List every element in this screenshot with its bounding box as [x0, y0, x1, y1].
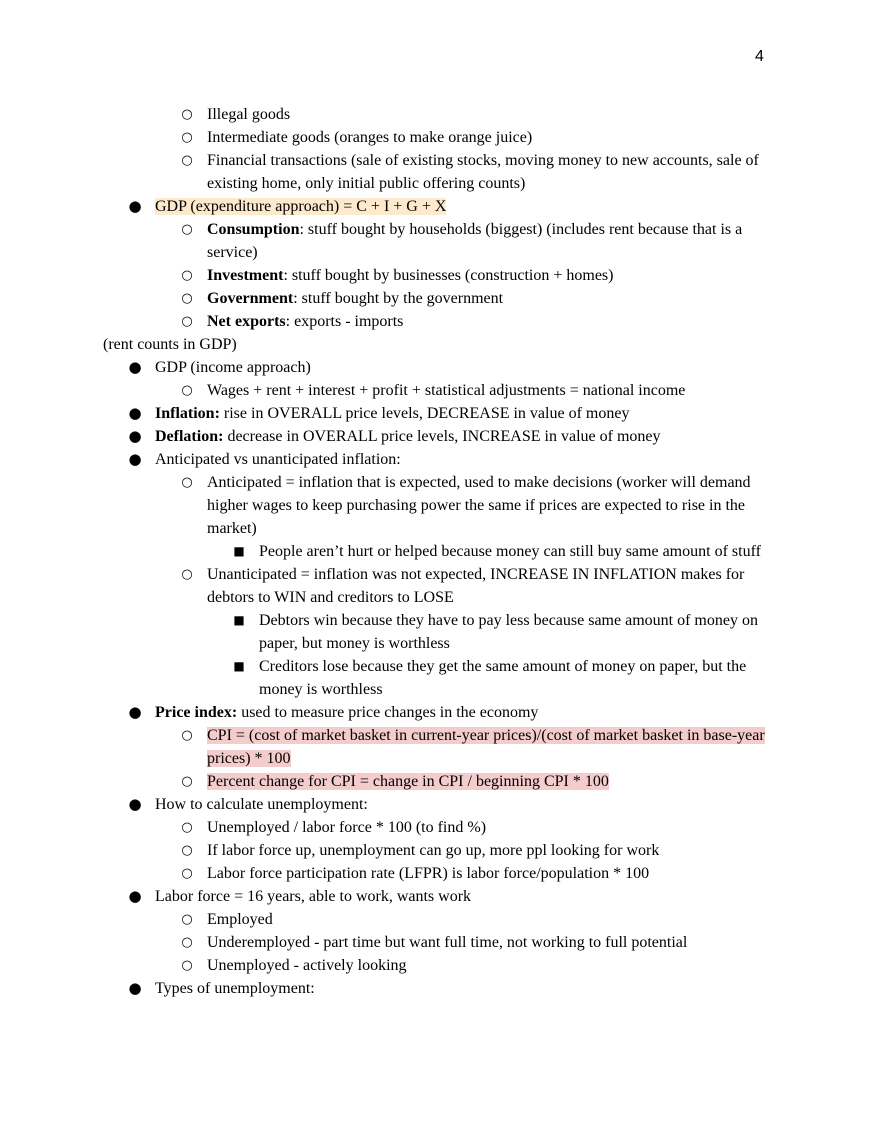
- hollow-circle-bullet-icon: ○: [181, 475, 193, 490]
- list-item: [0, 310, 880, 333]
- hollow-circle-bullet-icon: ○: [181, 314, 193, 329]
- term-investment: Investment: [207, 267, 284, 284]
- list-item: [0, 770, 880, 793]
- list-item: [0, 540, 880, 563]
- page-number: 4: [755, 48, 764, 65]
- list-item: [0, 379, 880, 402]
- item-text: : exports - imports: [285, 313, 404, 330]
- document-body: [0, 103, 880, 1000]
- highlighted-cpi-formula: CPI = (cost of market basket in current-year prices)/(cost of market basket in base-year prices) * 100: [207, 727, 765, 767]
- item-text: If labor force up, unemployment can go up, more ppl looking for work: [207, 842, 660, 859]
- item-text: GDP (income approach): [155, 359, 311, 376]
- item-text: Types of unemployment:: [155, 980, 315, 997]
- item-text: decrease in OVERALL price levels, INCREASE in value of money: [223, 428, 661, 445]
- list-item: [0, 885, 880, 908]
- hollow-circle-bullet-icon: ○: [181, 774, 193, 789]
- list-item: [0, 954, 880, 977]
- list-item: [0, 701, 880, 724]
- hollow-circle-bullet-icon: ○: [181, 820, 193, 835]
- square-bullet-icon: ■: [233, 544, 245, 558]
- item-text: Wages + rent + interest + profit + statistical adjustments = national income: [207, 382, 686, 399]
- hollow-circle-bullet-icon: ○: [181, 912, 193, 927]
- item-text: Underemployed - part time but want full time, not working to full potential: [207, 934, 688, 951]
- term-inflation: Inflation:: [155, 405, 220, 422]
- item-text: : stuff bought by businesses (construction + homes): [283, 267, 614, 284]
- list-item: [0, 839, 880, 862]
- hollow-circle-bullet-icon: ○: [181, 843, 193, 858]
- item-text: Anticipated = inflation that is expected, used to make decisions (worker will demand higher wages to keep purchasing power the same if prices are expected to rise in the market): [207, 474, 751, 537]
- list-item: [0, 816, 880, 839]
- list-item: [0, 448, 880, 471]
- square-bullet-icon: ■: [233, 613, 245, 627]
- item-text: Labor force participation rate (LFPR) is labor force/population * 100: [207, 865, 650, 882]
- hollow-circle-bullet-icon: ○: [181, 107, 193, 122]
- hollow-circle-bullet-icon: ○: [181, 268, 193, 283]
- term-government: Government: [207, 290, 294, 307]
- filled-circle-bullet-icon: ●: [128, 703, 142, 721]
- filled-circle-bullet-icon: ●: [128, 404, 142, 422]
- rent-note: (rent counts in GDP): [103, 336, 237, 353]
- list-item: [0, 195, 880, 218]
- filled-circle-bullet-icon: ●: [128, 979, 142, 997]
- hollow-circle-bullet-icon: ○: [181, 130, 193, 145]
- hollow-circle-bullet-icon: ○: [181, 958, 193, 973]
- list-item: [0, 793, 880, 816]
- term-net-exports: Net exports: [207, 313, 286, 330]
- item-text: Debtors win because they have to pay less because same amount of money on paper, but money is worthless: [259, 612, 758, 652]
- item-text: Illegal goods: [207, 106, 291, 123]
- term-deflation: Deflation:: [155, 428, 224, 445]
- item-text: Unemployed / labor force * 100 (to find %): [207, 819, 487, 836]
- list-item: [0, 724, 880, 770]
- list-item: [0, 218, 880, 264]
- item-text: How to calculate unemployment:: [155, 796, 368, 813]
- item-text: Intermediate goods (oranges to make orange juice): [207, 129, 533, 146]
- item-text: : stuff bought by the government: [293, 290, 504, 307]
- item-text: Anticipated vs unanticipated inflation:: [155, 451, 401, 468]
- item-text: Unanticipated = inflation was not expected, INCREASE IN INFLATION makes for debtors to WIN and creditors to LOSE: [207, 566, 745, 606]
- item-text: rise in OVERALL price levels, DECREASE in value of money: [219, 405, 630, 422]
- item-text: : stuff bought by households (biggest) (includes rent because that is a service): [207, 221, 743, 261]
- hollow-circle-bullet-icon: ○: [181, 567, 193, 582]
- filled-circle-bullet-icon: ●: [128, 427, 142, 445]
- list-item: [0, 908, 880, 931]
- highlighted-gdp-expenditure: GDP (expenditure approach) = C + I + G + X: [155, 198, 447, 215]
- hollow-circle-bullet-icon: ○: [181, 222, 193, 237]
- list-item: [0, 356, 880, 379]
- item-text: Financial transactions (sale of existing stocks, moving money to new accounts, sale of existing home, only initial public offering counts): [207, 152, 759, 192]
- item-text: used to measure price changes in the economy: [237, 704, 539, 721]
- list-item: [0, 931, 880, 954]
- hollow-circle-bullet-icon: ○: [181, 383, 193, 398]
- item-text: Unemployed - actively looking: [207, 957, 407, 974]
- list-item: [0, 126, 880, 149]
- hollow-circle-bullet-icon: ○: [181, 866, 193, 881]
- hollow-circle-bullet-icon: ○: [181, 291, 193, 306]
- highlighted-cpi-percent-change: Percent change for CPI = change in CPI / beginning CPI * 100: [207, 773, 609, 790]
- term-consumption: Consumption: [207, 221, 300, 238]
- list-item: [0, 103, 880, 126]
- list-item: [0, 287, 880, 310]
- list-item: [0, 149, 880, 195]
- list-item: [0, 402, 880, 425]
- list-item: [0, 977, 880, 1000]
- hollow-circle-bullet-icon: ○: [181, 728, 193, 743]
- term-price-index: Price index:: [155, 704, 238, 721]
- filled-circle-bullet-icon: ●: [128, 795, 142, 813]
- filled-circle-bullet-icon: ●: [128, 358, 142, 376]
- list-item: [0, 655, 880, 701]
- hollow-circle-bullet-icon: ○: [181, 935, 193, 950]
- item-text: Labor force = 16 years, able to work, wants work: [155, 888, 472, 905]
- list-item: [0, 862, 880, 885]
- list-item: [0, 471, 880, 540]
- item-text: Employed: [207, 911, 273, 928]
- hollow-circle-bullet-icon: ○: [181, 153, 193, 168]
- list-item: [0, 425, 880, 448]
- filled-circle-bullet-icon: ●: [128, 197, 142, 215]
- list-item: [0, 609, 880, 655]
- item-text: People aren’t hurt or helped because money can still buy same amount of stuff: [259, 543, 761, 560]
- filled-circle-bullet-icon: ●: [128, 887, 142, 905]
- item-text: Creditors lose because they get the same amount of money on paper, but the money is worthless: [259, 658, 747, 698]
- list-item: [0, 563, 880, 609]
- square-bullet-icon: ■: [233, 659, 245, 673]
- list-item: [0, 264, 880, 287]
- filled-circle-bullet-icon: ●: [128, 450, 142, 468]
